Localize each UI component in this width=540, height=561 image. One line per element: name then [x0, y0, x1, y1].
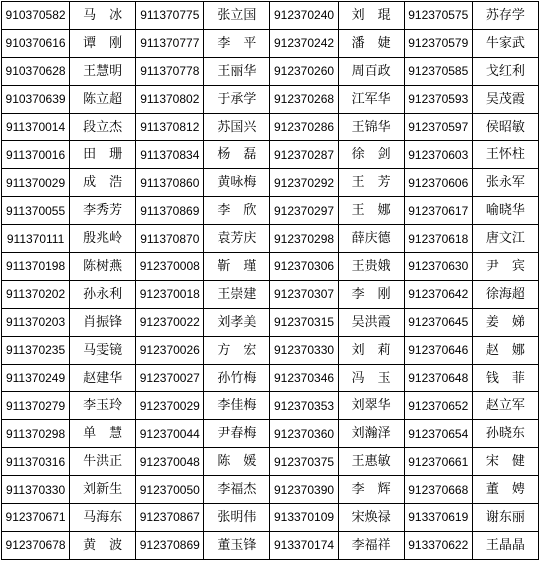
student-name-cell: 潘 婕 [338, 29, 404, 57]
table-row [2, 57, 539, 85]
student-name-cell: 刘翠华 [338, 392, 404, 420]
student-name-cell: 王怀柱 [472, 141, 538, 169]
student-name-cell: 陈立超 [70, 85, 136, 113]
table-row [2, 169, 539, 197]
student-name-cell: 刘新生 [70, 476, 136, 504]
student-id-cell: 912370678 [2, 531, 70, 559]
student-name-cell: 刘 莉 [338, 336, 404, 364]
student-id-cell: 911370860 [136, 169, 204, 197]
student-id-cell: 912370353 [270, 392, 338, 420]
student-id-cell: 911370834 [136, 141, 204, 169]
student-id-cell: 912370360 [270, 420, 338, 448]
student-name-cell: 陈树燕 [70, 253, 136, 281]
student-id-cell: 912370029 [136, 392, 204, 420]
student-id-cell: 912370579 [404, 29, 472, 57]
student-name-cell: 马雯镜 [70, 336, 136, 364]
student-name-cell: 喻晓华 [472, 197, 538, 225]
student-name-cell: 孙永利 [70, 280, 136, 308]
student-name-cell: 谢东丽 [472, 504, 538, 532]
student-name-cell: 黄 波 [70, 531, 136, 559]
student-name-cell: 赵 娜 [472, 336, 538, 364]
student-id-cell: 912370286 [270, 113, 338, 141]
student-name-cell: 张永军 [472, 169, 538, 197]
student-id-cell: 912370048 [136, 448, 204, 476]
student-id-cell: 911370111 [2, 225, 70, 253]
table-row [2, 476, 539, 504]
student-name-cell: 吴洪霞 [338, 308, 404, 336]
student-name-cell: 于承学 [204, 85, 270, 113]
student-id-cell: 910370628 [2, 57, 70, 85]
student-name-cell: 侯昭敏 [472, 113, 538, 141]
student-id-cell: 911370777 [136, 29, 204, 57]
table-row [2, 225, 539, 253]
student-name-cell: 苏存学 [472, 2, 538, 30]
student-name-cell: 戈红利 [472, 57, 538, 85]
student-id-cell: 912370375 [270, 448, 338, 476]
student-name-cell: 殷兆岭 [70, 225, 136, 253]
student-name-cell: 张立国 [204, 2, 270, 30]
student-name-cell: 苏国兴 [204, 113, 270, 141]
student-id-cell: 912370297 [270, 197, 338, 225]
student-name-cell: 刘孝美 [204, 308, 270, 336]
student-id-cell: 911370802 [136, 85, 204, 113]
table-row [2, 280, 539, 308]
table-row [2, 141, 539, 169]
student-name-cell: 徐 剑 [338, 141, 404, 169]
table-row [2, 113, 539, 141]
student-id-cell: 911370870 [136, 225, 204, 253]
student-name-cell: 赵立军 [472, 392, 538, 420]
student-name-cell: 宋焕禄 [338, 504, 404, 532]
student-id-cell: 912370306 [270, 253, 338, 281]
student-id-cell: 912370654 [404, 420, 472, 448]
table-row [2, 448, 539, 476]
student-name-cell: 马海东 [70, 504, 136, 532]
student-id-cell: 911370198 [2, 253, 70, 281]
student-id-cell: 912370597 [404, 113, 472, 141]
student-id-cell: 912370869 [136, 531, 204, 559]
student-name-cell: 江军华 [338, 85, 404, 113]
student-name-cell: 单 慧 [70, 420, 136, 448]
student-id-cell: 912370390 [270, 476, 338, 504]
student-name-cell: 段立杰 [70, 113, 136, 141]
student-name-cell: 吴茂霞 [472, 85, 538, 113]
student-id-cell: 913370619 [404, 504, 472, 532]
student-name-cell: 唐文江 [472, 225, 538, 253]
student-name-cell: 孙竹梅 [204, 364, 270, 392]
student-name-cell: 董 娉 [472, 476, 538, 504]
student-id-cell: 911370055 [2, 197, 70, 225]
student-id-cell: 912370050 [136, 476, 204, 504]
student-id-cell: 911370778 [136, 57, 204, 85]
student-name-cell: 成 浩 [70, 169, 136, 197]
student-id-cell: 912370652 [404, 392, 472, 420]
student-name-cell: 李 刚 [338, 280, 404, 308]
student-id-cell: 911370014 [2, 113, 70, 141]
student-id-cell: 912370671 [2, 504, 70, 532]
table-row [2, 420, 539, 448]
student-name-cell: 尹 宾 [472, 253, 538, 281]
student-name-cell: 姜 娣 [472, 308, 538, 336]
student-name-cell: 谭 刚 [70, 29, 136, 57]
student-id-cell: 911370202 [2, 280, 70, 308]
student-name-cell: 肖振锋 [70, 308, 136, 336]
student-id-cell: 912370668 [404, 476, 472, 504]
student-id-cell: 910370582 [2, 2, 70, 30]
student-name-cell: 李 欣 [204, 197, 270, 225]
student-name-cell: 王锦华 [338, 113, 404, 141]
student-name-cell: 王惠敏 [338, 448, 404, 476]
table-row [2, 2, 539, 30]
student-id-cell: 912370575 [404, 2, 472, 30]
student-id-cell: 912370330 [270, 336, 338, 364]
student-name-cell: 刘瀚泽 [338, 420, 404, 448]
student-id-cell: 912370315 [270, 308, 338, 336]
student-name-cell: 王慧明 [70, 57, 136, 85]
student-id-cell: 912370346 [270, 364, 338, 392]
student-id-cell: 910370639 [2, 85, 70, 113]
student-id-cell: 912370593 [404, 85, 472, 113]
student-id-cell: 912370022 [136, 308, 204, 336]
table-row [2, 504, 539, 532]
student-name-cell: 杨 磊 [204, 141, 270, 169]
student-name-cell: 王贵娥 [338, 253, 404, 281]
student-name-cell: 钱 菲 [472, 364, 538, 392]
table-row [2, 253, 539, 281]
student-id-cell: 912370307 [270, 280, 338, 308]
student-name-cell: 徐海超 [472, 280, 538, 308]
student-id-cell: 912370292 [270, 169, 338, 197]
student-id-cell: 912370287 [270, 141, 338, 169]
table-row [2, 336, 539, 364]
student-name-cell: 黄咏梅 [204, 169, 270, 197]
student-id-cell: 911370298 [2, 420, 70, 448]
student-name-cell: 田 珊 [70, 141, 136, 169]
student-id-cell: 911370869 [136, 197, 204, 225]
student-name-cell: 马 冰 [70, 2, 136, 30]
student-name-cell: 周百政 [338, 57, 404, 85]
roster-table [1, 1, 539, 560]
student-name-cell: 王崇建 [204, 280, 270, 308]
student-name-cell: 李玉玲 [70, 392, 136, 420]
student-id-cell: 912370026 [136, 336, 204, 364]
student-name-cell: 王 娜 [338, 197, 404, 225]
student-id-cell: 913370109 [270, 504, 338, 532]
student-id-cell: 912370027 [136, 364, 204, 392]
student-name-cell: 孙晓东 [472, 420, 538, 448]
student-name-cell: 李福祥 [338, 531, 404, 559]
student-id-cell: 911370775 [136, 2, 204, 30]
student-name-cell: 薛庆德 [338, 225, 404, 253]
student-name-cell: 冯 玉 [338, 364, 404, 392]
student-name-cell: 袁芳庆 [204, 225, 270, 253]
table-row [2, 392, 539, 420]
table-row [2, 197, 539, 225]
student-id-cell: 912370298 [270, 225, 338, 253]
student-name-cell: 王 芳 [338, 169, 404, 197]
student-name-cell: 李秀芳 [70, 197, 136, 225]
student-name-cell: 宋 健 [472, 448, 538, 476]
student-name-cell: 方 宏 [204, 336, 270, 364]
student-id-cell: 912370646 [404, 336, 472, 364]
student-id-cell: 912370648 [404, 364, 472, 392]
student-id-cell: 912370268 [270, 85, 338, 113]
student-id-cell: 912370618 [404, 225, 472, 253]
student-id-cell: 912370044 [136, 420, 204, 448]
student-id-cell: 911370249 [2, 364, 70, 392]
student-name-cell: 牛洪正 [70, 448, 136, 476]
student-id-cell: 912370603 [404, 141, 472, 169]
table-row [2, 364, 539, 392]
student-id-cell: 911370029 [2, 169, 70, 197]
student-id-cell: 911370316 [2, 448, 70, 476]
student-name-cell: 李佳梅 [204, 392, 270, 420]
student-name-cell: 王丽华 [204, 57, 270, 85]
student-id-cell: 912370867 [136, 504, 204, 532]
student-id-cell: 913370622 [404, 531, 472, 559]
student-name-cell: 张明伟 [204, 504, 270, 532]
student-id-cell: 911370016 [2, 141, 70, 169]
student-name-cell: 尹春梅 [204, 420, 270, 448]
student-name-cell: 李 辉 [338, 476, 404, 504]
student-name-cell: 李 平 [204, 29, 270, 57]
student-name-cell: 李福杰 [204, 476, 270, 504]
student-name-cell: 刘 琨 [338, 2, 404, 30]
student-id-cell: 912370661 [404, 448, 472, 476]
student-id-cell: 912370630 [404, 253, 472, 281]
student-id-cell: 912370645 [404, 308, 472, 336]
student-id-cell: 912370242 [270, 29, 338, 57]
student-name-cell: 靳 瑾 [204, 253, 270, 281]
table-row [2, 85, 539, 113]
student-id-cell: 912370008 [136, 253, 204, 281]
student-id-cell: 910370616 [2, 29, 70, 57]
student-id-cell: 912370018 [136, 280, 204, 308]
student-id-cell: 912370585 [404, 57, 472, 85]
student-id-cell: 913370174 [270, 531, 338, 559]
student-name-cell: 牛家武 [472, 29, 538, 57]
student-name-cell: 赵建华 [70, 364, 136, 392]
student-name-cell: 陈 媛 [204, 448, 270, 476]
student-id-cell: 911370330 [2, 476, 70, 504]
student-id-cell: 912370260 [270, 57, 338, 85]
roster-body [2, 2, 539, 560]
student-id-cell: 911370279 [2, 392, 70, 420]
student-id-cell: 911370203 [2, 308, 70, 336]
table-row [2, 29, 539, 57]
table-row [2, 531, 539, 559]
student-id-cell: 911370812 [136, 113, 204, 141]
student-name-cell: 王晶晶 [472, 531, 538, 559]
student-id-cell: 912370606 [404, 169, 472, 197]
student-id-cell: 912370240 [270, 2, 338, 30]
student-id-cell: 912370617 [404, 197, 472, 225]
student-id-cell: 911370235 [2, 336, 70, 364]
student-id-cell: 912370642 [404, 280, 472, 308]
table-row [2, 308, 539, 336]
student-name-cell: 董玉锋 [204, 531, 270, 559]
